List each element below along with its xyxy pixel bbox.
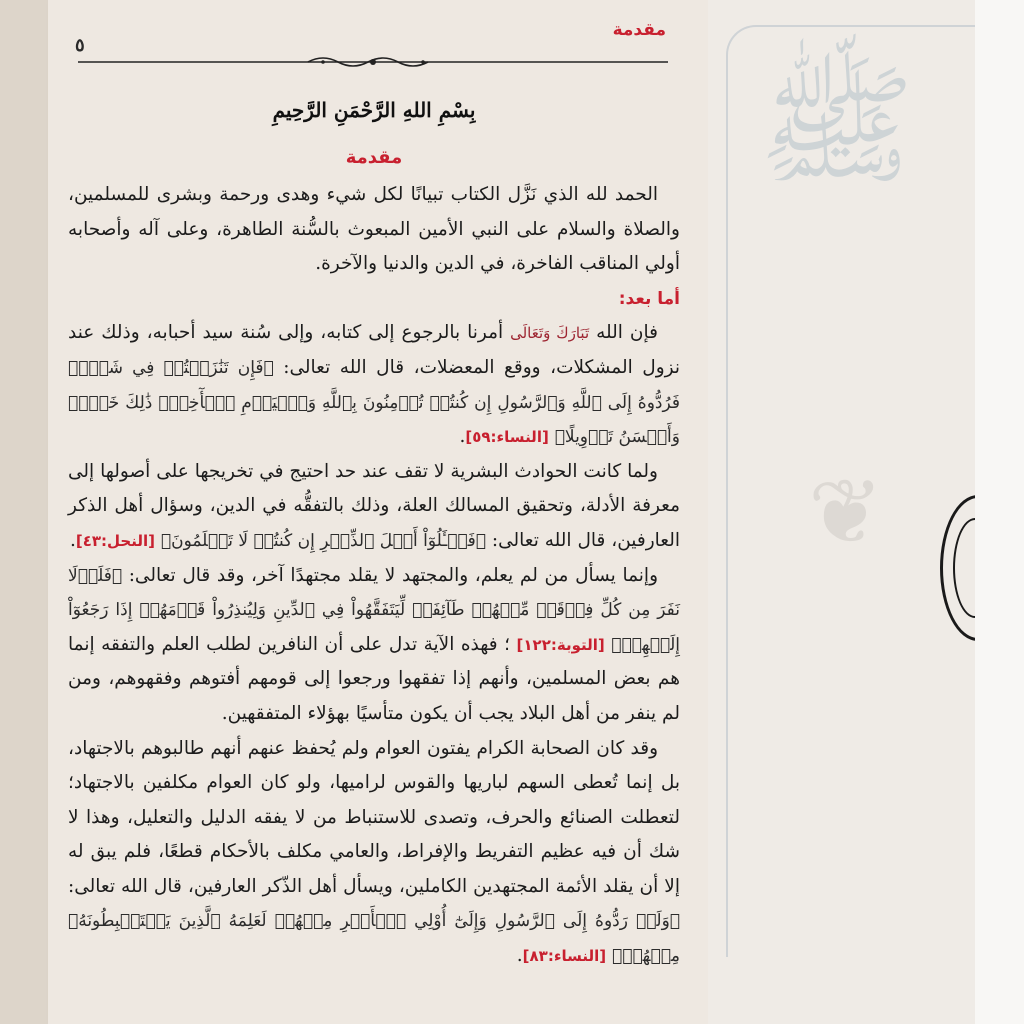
amma-baad-heading: أما بعد: bbox=[618, 288, 680, 309]
verse-reference: [النحل:٤٣] bbox=[75, 531, 155, 550]
paragraph-2: فإن الله تَبَارَكَ وَتَعَالَى أمرنا بالرجوع إلى كتابه، وإلى سُنة سيد أحبابه، وذلك عند نزول المشكلات، ووقع المعضلات، قال الله تعالى: ﴿فَإِن تَنَٰزَعۡتُمۡ فِي شَيۡءٖ فَرُدُّوهُ إِلَى ٱللَّهِ وَٱلرَّسُولِ إِن كُنتُمۡ تُؤۡمِنُونَ بِٱللَّهِ وَٱلۡيَوۡمِ ٱلۡأٓخِرِۚ ذَٰلِكَ خَيۡرٞ وَأَحۡسَنُ تَأۡوِيلًا﴾ [النساء:٥٩]. bbox=[68, 322, 680, 448]
intro-paragraph: الحمد لله الذي نَزَّل الكتاب تبيانًا لكل شيء وهدى ورحمة وبشرى للمسلمين، والصلاة والسلام على النبي الأمين المبعوث بالسُّنة الطاهرة، وعلى آله وأصحابه أولي المناقب الفاخرة، في الدين والدنيا والآخرة. bbox=[68, 184, 680, 275]
quran-verse: ﴿فَسۡـَٔلُوٓاْ أَهۡلَ ٱلذِّكۡرِ إِن كُنتُمۡ لَا تَعۡلَمُونَ﴾ bbox=[160, 530, 486, 551]
ornamental-header-rule bbox=[78, 56, 668, 68]
basmala: بِسْمِ اللهِ الرَّحْمَنِ الرَّحِيمِ bbox=[272, 98, 476, 122]
quran-verse: ﴿وَلَوۡ رَدُّوهُ إِلَى ٱلرَّسُولِ وَإِلَىٰٓ أُوْلِي ٱلۡأَمۡرِ مِنۡهُمۡ لَعَلِمَهُ ٱلَّذِينَ يَسۡتَنۢبِطُونَهُۥ مِنۡهُمۡ﴾ bbox=[68, 911, 680, 967]
quran-verse: ﴿فَإِن تَنَٰزَعۡتُمۡ فِي شَيۡءٖ فَرُدُّوهُ إِلَى ٱللَّهِ وَٱلرَّسُولِ إِن كُنتُمۡ تُؤۡمِنُونَ بِٱللَّهِ وَٱلۡيَوۡمِ ٱلۡأٓخِرِۚ ذَٰلِكَ خَيۡرٞ وَأَحۡسَنُ تَأۡوِيلًا﴾ bbox=[68, 357, 680, 448]
verse-reference: [النساء:٨٣] bbox=[522, 947, 607, 966]
verse-reference: [النساء:٥٩] bbox=[465, 428, 549, 447]
background-surface bbox=[975, 0, 1024, 1024]
book-spine-left bbox=[0, 0, 48, 1024]
paragraph-3: ولما كانت الحوادث البشرية لا تقف عند حد احتيج في تخريجها على أصولها إلى معرفة الأدلة، وتحقيق المسالك العلة، وذلك بالتفقُّه في الدين، وسؤال أهل الذكر العارفين، قال الله تعالى: ﴿فَسۡـَٔلُوٓاْ أَهۡلَ ٱلذِّكۡرِ إِن كُنتُمۡ لَا تَعۡلَمُونَ﴾ [النحل:٤٣]. bbox=[68, 460, 680, 551]
facing-page-bleedthrough: ❦ bbox=[808, 460, 884, 565]
facing-page bbox=[708, 0, 975, 1024]
section-heading: مقدمة bbox=[345, 147, 403, 168]
tabaraka-phrase: تَبَارَكَ وَتَعَالَى bbox=[510, 324, 590, 343]
amma-baad-paragraph bbox=[68, 282, 680, 317]
quran-verse: ﴿فَلَوۡلَا نَفَرَ مِن كُلِّ فِرۡقَةٖ مِّنۡهُمۡ طَآئِفَةٞ لِّيَتَفَقَّهُواْ فِي ٱلدِّينِ وَلِيُنذِرُواْ قَوۡمَهُمۡ إِذَا رَجَعُوٓاْ إِلَيۡهِمۡ﴾ bbox=[68, 565, 680, 655]
verse-reference: [التوبة:١٢٢] bbox=[516, 635, 605, 654]
paragraph-4: وإنما يسأل من لم يعلم، والمجتهد لا يقلد مجتهدًا آخر، وقد قال تعالى: ﴿فَلَوۡلَا نَفَرَ مِن كُلِّ فِرۡقَةٖ مِّنۡهُمۡ طَآئِفَةٞ لِّيَتَفَقَّهُواْ فِي ٱلدِّينِ وَلِيُنذِرُواْ قَوۡمَهُمۡ إِذَا رَجَعُوٓاْ إِلَيۡهِمۡ﴾ [التوبة:١٢٢] ؛ فهذه الآية تدل على أن النافرين لطلب العلم والتفقه إنما هم بعض المسلمين، وأنهم إذا تفقهوا ورجعوا إلى قومهم أفتوهم وفقهوهم، ومن لم ينفر من أهل البلاد يجب أن يكون متأسيًا بهؤلاء المتفقهين. bbox=[68, 564, 680, 724]
running-header-title: مقدمة bbox=[612, 20, 666, 40]
facing-page-calligraphy: ﷺ bbox=[758, 49, 916, 201]
paragraph-5: وقد كان الصحابة الكرام يفتون العوام ولم يُحفظ عنهم أنهم طالبوهم بالاجتهاد، بل إنما تُعطى السهم لباريها والقوس لراميها، ولو كان العوام مكلفين بالاجتهاد؛ لتعطلت الصنائع والحرف، وتصدى للاستنباط من لا يفقه الدليل والتعليل، وهذا لا شك أن فيه عظيم التفريط والإفراط، والعامي مكلف بالأحكام قطعًا، فلم يبق له إلا أن يقلد الأئمة المجتهدين الكاملين، ويسأل أهل الذّكر العارفين، قال الله تعالى: ﴿وَلَوۡ رَدُّوهُ إِلَى ٱلرَّسُولِ وَإِلَىٰٓ أُوْلِي ٱلۡأَمۡرِ مِنۡهُمۡ لَعَلِمَهُ ٱلَّذِينَ يَسۡتَنۢبِطُونَهُۥ مِنۡهُمۡ﴾ [النساء:٨٣]. bbox=[68, 737, 680, 967]
main-text bbox=[68, 178, 680, 974]
page-number: ٥ bbox=[75, 35, 85, 56]
